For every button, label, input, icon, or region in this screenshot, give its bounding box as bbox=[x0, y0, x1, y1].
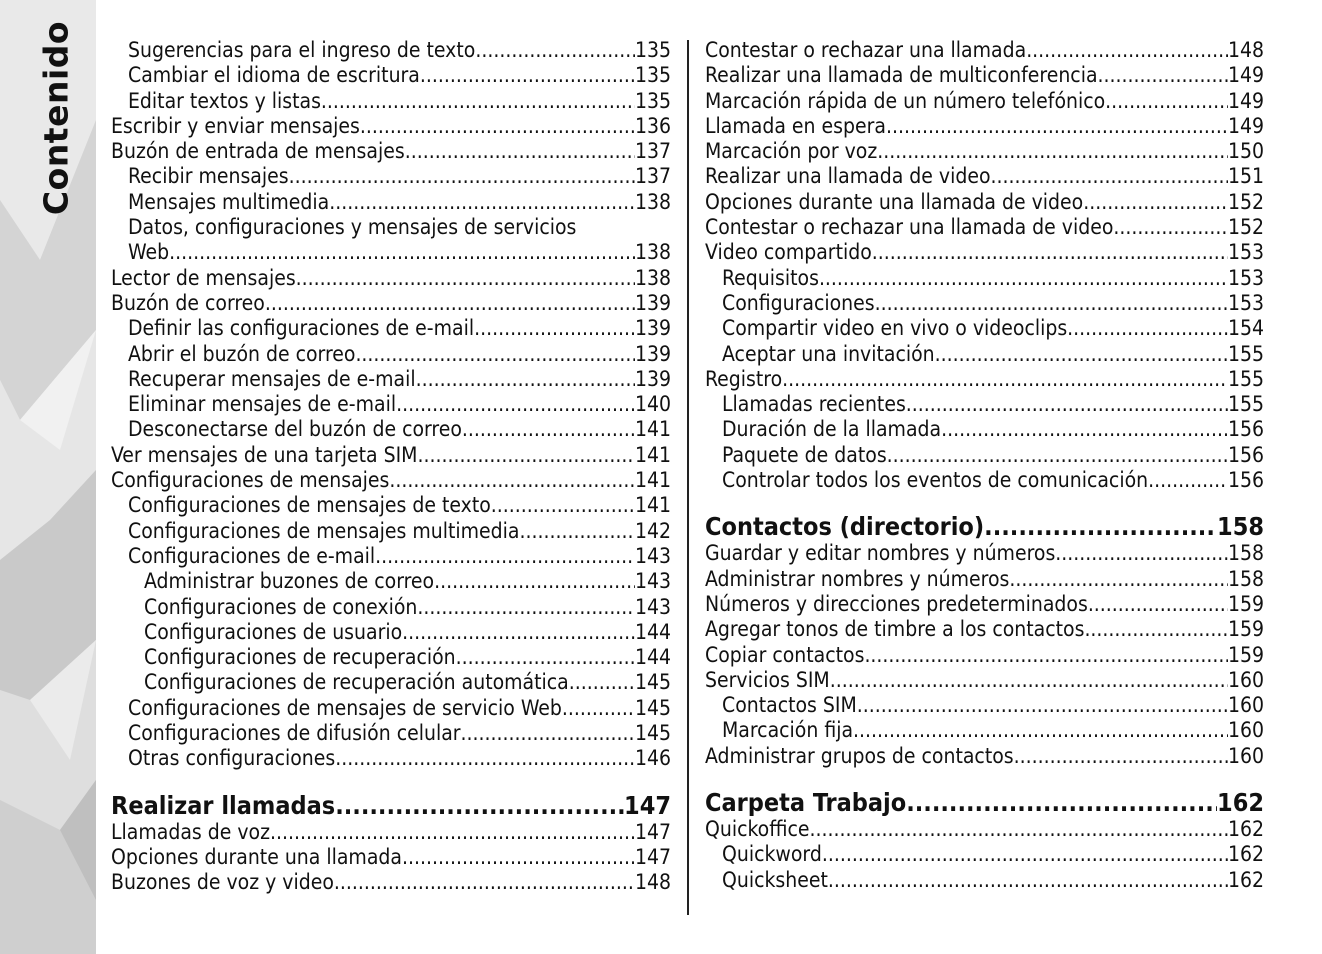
toc-dot-leader bbox=[782, 367, 1228, 392]
toc-entry[interactable] bbox=[705, 868, 1264, 893]
toc-entry-title: Configuraciones de mensajes multimedia bbox=[128, 518, 520, 543]
toc-dot-leader bbox=[520, 519, 635, 544]
toc-dot-leader bbox=[265, 291, 635, 316]
toc-entry-title: Buzones de voz y video bbox=[111, 870, 334, 895]
toc-entry-title: Recibir mensajes bbox=[128, 164, 289, 189]
toc-page-number: 159 bbox=[1227, 617, 1264, 642]
toc-dot-leader bbox=[456, 645, 635, 670]
toc-dot-leader bbox=[420, 63, 635, 88]
toc-page-number: 160 bbox=[1227, 718, 1264, 743]
toc-page-number: 155 bbox=[1227, 392, 1264, 417]
toc-page-number: 139 bbox=[634, 290, 671, 315]
toc-entry[interactable] bbox=[111, 569, 671, 594]
toc-page-number: 142 bbox=[634, 518, 671, 543]
toc-dot-leader bbox=[1067, 316, 1228, 341]
toc-dot-leader bbox=[334, 870, 635, 895]
toc-entry-title: Web bbox=[128, 240, 170, 265]
toc-dot-leader bbox=[1113, 215, 1228, 240]
toc-dot-leader bbox=[1084, 617, 1228, 642]
toc-page-number: 141 bbox=[634, 442, 671, 467]
toc-page-number: 154 bbox=[1227, 316, 1264, 341]
toc-entry[interactable] bbox=[111, 190, 671, 215]
toc-page-number: 156 bbox=[1227, 442, 1264, 467]
column-divider bbox=[687, 40, 689, 915]
toc-page-number: 156 bbox=[1227, 417, 1264, 442]
toc-page-number: 143 bbox=[634, 543, 671, 568]
toc-entry-title: Paquete de datos bbox=[722, 442, 887, 467]
toc-entry[interactable] bbox=[705, 817, 1264, 842]
toc-entry-title: Configuraciones de mensajes de servicio Web bbox=[128, 695, 562, 720]
toc-entry-title: Lector de mensajes bbox=[111, 265, 296, 290]
toc-dot-leader bbox=[941, 417, 1228, 442]
toc-entry-title: Configuraciones de e-mail bbox=[128, 543, 376, 568]
toc-entry[interactable] bbox=[111, 38, 671, 63]
toc-entry[interactable] bbox=[705, 392, 1264, 417]
toc-page-number: 159 bbox=[1227, 642, 1264, 667]
toc-page-number: 162 bbox=[1227, 817, 1264, 842]
toc-dot-leader bbox=[872, 240, 1228, 265]
toc-entry-title: Contestar o rechazar una llamada bbox=[705, 38, 1027, 62]
toc-page-number: 138 bbox=[634, 240, 671, 265]
toc-dot-leader bbox=[417, 595, 635, 620]
toc-dot-leader bbox=[819, 266, 1228, 291]
toc-left-column bbox=[111, 38, 671, 896]
toc-entry-title: Contactos (directorio) bbox=[705, 513, 985, 542]
toc-entry[interactable] bbox=[111, 820, 671, 845]
toc-entry-title: Compartir video en vivo o videoclips bbox=[722, 316, 1068, 341]
toc-entry-title: Configuraciones bbox=[722, 290, 875, 315]
toc-entry[interactable] bbox=[705, 668, 1264, 693]
toc-dot-leader bbox=[1098, 63, 1228, 88]
sidebar bbox=[0, 0, 96, 954]
toc-dot-leader bbox=[887, 443, 1228, 468]
toc-entry[interactable] bbox=[111, 342, 671, 367]
toc-entry[interactable] bbox=[111, 620, 671, 645]
toc-entry-title: Opciones durante una llamada bbox=[111, 844, 402, 869]
toc-dot-leader bbox=[329, 190, 635, 215]
toc-entry-title: Quicksheet bbox=[722, 867, 828, 892]
toc-entry[interactable] bbox=[705, 367, 1264, 392]
toc-entry-title: Buzón de entrada de mensajes bbox=[111, 139, 405, 164]
toc-entry-title: Copiar contactos bbox=[705, 642, 865, 667]
toc-entry[interactable] bbox=[705, 240, 1264, 265]
toc-page-number: 158 bbox=[1227, 541, 1264, 566]
toc-page-number: 140 bbox=[634, 392, 671, 417]
toc-entry-title: Desconectarse del buzón de correo bbox=[128, 417, 462, 442]
toc-page-number: 145 bbox=[634, 695, 671, 720]
toc-dot-leader bbox=[360, 114, 635, 139]
toc-entry-title: Configuraciones de conexión bbox=[144, 594, 418, 619]
toc-entry[interactable] bbox=[705, 541, 1264, 566]
toc-page-number: 141 bbox=[634, 417, 671, 442]
toc-entry-title: Opciones durante una llamada de video bbox=[705, 189, 1084, 214]
toc-entry[interactable] bbox=[111, 266, 671, 291]
toc-entry-title: Configuraciones de mensajes de texto bbox=[128, 493, 491, 518]
toc-entry[interactable] bbox=[705, 215, 1264, 240]
toc-dot-leader bbox=[355, 342, 635, 367]
toc-entry[interactable] bbox=[705, 842, 1264, 867]
toc-page-number: 145 bbox=[634, 721, 671, 746]
toc-entry[interactable] bbox=[111, 63, 671, 88]
toc-entry[interactable] bbox=[705, 617, 1264, 642]
toc-entry[interactable] bbox=[111, 316, 671, 341]
toc-page-number: 156 bbox=[1227, 468, 1264, 493]
toc-dot-leader bbox=[877, 139, 1228, 164]
toc-entry-title: Administrar buzones de correo bbox=[144, 569, 435, 594]
toc-entry-title: Llamada en espera bbox=[705, 113, 886, 138]
toc-entry[interactable] bbox=[111, 696, 671, 721]
toc-entry[interactable] bbox=[705, 592, 1264, 617]
toc-entry-title: Escribir y enviar mensajes bbox=[111, 113, 360, 138]
toc-entry[interactable] bbox=[111, 417, 671, 442]
toc-page-number: 153 bbox=[1227, 290, 1264, 315]
toc-entry-title: Video compartido bbox=[705, 240, 872, 265]
toc-entry[interactable] bbox=[705, 190, 1264, 215]
toc-dot-leader bbox=[822, 842, 1228, 867]
toc-page-number: 145 bbox=[634, 670, 671, 695]
toc-entry-title: Requisitos bbox=[722, 265, 819, 290]
toc-entry-title: Realizar una llamada de video bbox=[705, 164, 991, 189]
toc-page-number: 141 bbox=[634, 493, 671, 518]
toc-entry-title: Agregar tonos de timbre a los contactos bbox=[705, 617, 1085, 642]
toc-entry-title: Carpeta Trabajo bbox=[705, 789, 907, 818]
toc-page-number: 153 bbox=[1227, 240, 1264, 265]
toc-dot-leader bbox=[810, 817, 1228, 842]
toc-dot-leader bbox=[434, 569, 635, 594]
toc-dot-leader bbox=[491, 493, 635, 518]
toc-dot-leader bbox=[1026, 38, 1228, 63]
toc-dot-leader bbox=[857, 693, 1228, 718]
toc-dot-leader bbox=[906, 789, 1217, 817]
toc-entry-title: Configuraciones de recuperación bbox=[144, 645, 456, 670]
toc-entry-title: Marcación rápida de un número telefónico bbox=[705, 88, 1106, 113]
toc-dot-leader bbox=[396, 392, 635, 417]
toc-dot-leader bbox=[886, 114, 1228, 139]
toc-dot-leader bbox=[1014, 744, 1228, 769]
toc-page-number: 160 bbox=[1227, 667, 1264, 692]
toc-entry-title: Configuraciones de usuario bbox=[144, 619, 403, 644]
toc-entry[interactable] bbox=[705, 164, 1264, 189]
toc-dot-leader bbox=[417, 443, 634, 468]
toc-dot-leader bbox=[461, 721, 635, 746]
toc-entry[interactable] bbox=[111, 845, 671, 870]
toc-entry-title: Recuperar mensajes de e-mail bbox=[128, 366, 416, 391]
toc-entry[interactable] bbox=[111, 291, 671, 316]
toc-dot-leader bbox=[289, 164, 635, 189]
toc-page-number: 158 bbox=[1217, 513, 1264, 542]
toc-entry[interactable] bbox=[705, 417, 1264, 442]
toc-page-number: 150 bbox=[1227, 139, 1264, 164]
toc-page-number: 141 bbox=[634, 468, 671, 493]
toc-page-number: 135 bbox=[634, 63, 671, 88]
toc-entry-title: Aceptar una invitación bbox=[722, 341, 935, 366]
toc-entry[interactable] bbox=[111, 595, 671, 620]
toc-page-number: 152 bbox=[1227, 189, 1264, 214]
toc-dot-leader bbox=[935, 342, 1228, 367]
toc-page-number: 153 bbox=[1227, 265, 1264, 290]
toc-dot-leader bbox=[402, 845, 635, 870]
toc-entry[interactable] bbox=[111, 670, 671, 695]
toc-section-heading[interactable] bbox=[705, 789, 1264, 817]
toc-entry-title: Quickoffice bbox=[705, 817, 810, 842]
toc-page-number: 149 bbox=[1227, 88, 1264, 113]
toc-dot-leader bbox=[169, 240, 635, 265]
toc-page-number: 146 bbox=[634, 746, 671, 771]
toc-entry[interactable] bbox=[705, 468, 1264, 493]
toc-page-number: 139 bbox=[634, 341, 671, 366]
toc-entry-title: Configuraciones de mensajes bbox=[111, 468, 390, 493]
toc-entry[interactable] bbox=[111, 870, 671, 895]
toc-dot-leader bbox=[991, 164, 1228, 189]
toc-dot-leader bbox=[906, 392, 1228, 417]
toc-page-number: 135 bbox=[634, 88, 671, 113]
toc-entry-title: Configuraciones de difusión celular bbox=[128, 721, 461, 746]
toc-entry-title: Mensajes multimedia bbox=[128, 189, 330, 214]
toc-entry[interactable] bbox=[705, 89, 1264, 114]
toc-dot-leader bbox=[828, 868, 1228, 893]
toc-page-number: 148 bbox=[1227, 38, 1264, 62]
toc-dot-leader bbox=[416, 367, 635, 392]
toc-entry-title: Eliminar mensajes de e-mail bbox=[128, 392, 397, 417]
toc-dot-leader bbox=[270, 820, 635, 845]
toc-page-number: 162 bbox=[1217, 789, 1264, 818]
toc-entry[interactable] bbox=[111, 468, 671, 493]
toc-dot-leader bbox=[1055, 541, 1228, 566]
toc-page-number: 137 bbox=[634, 164, 671, 189]
toc-entry-title: Controlar todos los eventos de comunicación bbox=[722, 468, 1149, 493]
toc-entry[interactable] bbox=[111, 367, 671, 392]
toc-dot-leader bbox=[375, 544, 635, 569]
toc-entry-title: Marcación fija bbox=[722, 718, 854, 743]
toc-dot-leader bbox=[475, 38, 635, 63]
toc-entry[interactable] bbox=[705, 139, 1264, 164]
toc-page-number: 162 bbox=[1227, 842, 1264, 867]
toc-dot-leader bbox=[562, 696, 635, 721]
toc-dot-leader bbox=[875, 291, 1228, 316]
toc-page-number: 149 bbox=[1227, 113, 1264, 138]
toc-page-number: 138 bbox=[634, 189, 671, 214]
toc-page-number: 158 bbox=[1227, 566, 1264, 591]
toc-entry[interactable] bbox=[705, 718, 1264, 743]
toc-page-number: 160 bbox=[1227, 743, 1264, 768]
toc-page-number: 159 bbox=[1227, 591, 1264, 616]
toc-right-column bbox=[705, 38, 1264, 893]
toc-dot-leader bbox=[389, 468, 635, 493]
toc-dot-leader bbox=[853, 718, 1228, 743]
toc-entry-title-line: Datos, configuraciones y mensajes de servicios bbox=[128, 215, 577, 240]
toc-entry[interactable] bbox=[705, 63, 1264, 88]
toc-entry-title: Otras configuraciones bbox=[128, 746, 336, 771]
toc-page-number: 137 bbox=[634, 139, 671, 164]
toc-entry-title: Marcación por voz bbox=[705, 139, 878, 164]
toc-page-number: 149 bbox=[1227, 63, 1264, 88]
toc-dot-leader bbox=[335, 746, 635, 771]
toc-dot-leader bbox=[569, 670, 635, 695]
toc-dot-leader bbox=[405, 139, 635, 164]
toc-entry-title: Administrar grupos de contactos bbox=[705, 743, 1014, 768]
toc-entry[interactable] bbox=[705, 342, 1264, 367]
toc-entry[interactable] bbox=[111, 443, 671, 468]
toc-entry[interactable] bbox=[705, 114, 1264, 139]
toc-entry[interactable] bbox=[705, 693, 1264, 718]
toc-entry-title: Servicios SIM bbox=[705, 667, 830, 692]
toc-entry-title: Contactos SIM bbox=[722, 693, 857, 718]
toc-entry-title: Editar textos y listas bbox=[128, 88, 321, 113]
toc-entry-title: Ver mensajes de una tarjeta SIM bbox=[111, 442, 418, 467]
toc-entry-title: Números y direcciones predeterminados bbox=[705, 591, 1088, 616]
toc-entry[interactable] bbox=[705, 38, 1264, 63]
toc-entry-title: Llamadas de voz bbox=[111, 819, 271, 844]
toc-dot-leader bbox=[321, 89, 635, 114]
toc-entry[interactable] bbox=[111, 645, 671, 670]
toc-page-number: 143 bbox=[634, 569, 671, 594]
toc-entry[interactable] bbox=[705, 291, 1264, 316]
toc-entry[interactable] bbox=[111, 493, 671, 518]
toc-page-number: 162 bbox=[1227, 867, 1264, 892]
toc-dot-leader bbox=[335, 792, 624, 820]
toc-dot-leader bbox=[1088, 592, 1228, 617]
toc-entry-title: Guardar y editar nombres y números bbox=[705, 541, 1056, 566]
toc-entry-title: Cambiar el idioma de escritura bbox=[128, 63, 420, 88]
toc-entry-title: Duración de la llamada bbox=[722, 417, 942, 442]
toc-section-heading[interactable] bbox=[111, 792, 671, 820]
toc-dot-leader bbox=[984, 513, 1217, 541]
toc-page-number: 147 bbox=[624, 791, 671, 820]
sidebar-title: Contenido bbox=[36, 20, 76, 216]
toc-entry[interactable] bbox=[111, 164, 671, 189]
toc-dot-leader bbox=[296, 266, 635, 291]
toc-entry[interactable] bbox=[705, 316, 1264, 341]
toc-page-number: 155 bbox=[1227, 366, 1264, 391]
toc-entry-title: Configuraciones de recuperación automática bbox=[144, 670, 569, 695]
toc-entry[interactable] bbox=[111, 240, 671, 265]
toc-entry[interactable] bbox=[705, 744, 1264, 769]
toc-page-number: 138 bbox=[634, 265, 671, 290]
toc-entry-title: Llamadas recientes bbox=[722, 392, 906, 417]
toc-section-heading[interactable] bbox=[705, 513, 1264, 541]
toc-page-number: 151 bbox=[1227, 164, 1264, 189]
toc-dot-leader bbox=[1105, 89, 1228, 114]
toc-entry-title: Contestar o rechazar una llamada de video bbox=[705, 215, 1114, 240]
toc-entry[interactable] bbox=[111, 721, 671, 746]
toc-page-number: 147 bbox=[634, 844, 671, 869]
toc-dot-leader bbox=[1083, 190, 1228, 215]
toc-dot-leader bbox=[402, 620, 635, 645]
toc-page-number: 155 bbox=[1227, 341, 1264, 366]
toc-page-number: 144 bbox=[634, 645, 671, 670]
toc-entry[interactable] bbox=[111, 544, 671, 569]
toc-entry-title: Buzón de correo bbox=[111, 290, 265, 315]
toc-entry[interactable] bbox=[705, 567, 1264, 592]
toc-entry[interactable] bbox=[111, 139, 671, 164]
toc-entry[interactable] bbox=[111, 392, 671, 417]
toc-dot-leader bbox=[474, 316, 635, 341]
toc-page-number: 135 bbox=[634, 38, 671, 62]
toc-entry[interactable] bbox=[705, 643, 1264, 668]
toc-entry-title: Quickword bbox=[722, 842, 822, 867]
toc-entry[interactable] bbox=[111, 89, 671, 114]
toc-page-number: 147 bbox=[634, 819, 671, 844]
toc-entry-title: Sugerencias para el ingreso de texto bbox=[128, 38, 476, 62]
toc-dot-leader bbox=[830, 668, 1228, 693]
toc-dot-leader bbox=[462, 417, 635, 442]
toc-page-number: 136 bbox=[634, 113, 671, 138]
toc-dot-leader bbox=[864, 643, 1228, 668]
toc-entry[interactable] bbox=[705, 443, 1264, 468]
toc-entry[interactable] bbox=[705, 266, 1264, 291]
toc-dot-leader bbox=[1148, 468, 1228, 493]
toc-page-number: 148 bbox=[634, 870, 671, 895]
toc-page-number: 139 bbox=[634, 316, 671, 341]
toc-entry-title: Realizar una llamada de multiconferencia bbox=[705, 63, 1098, 88]
toc-entry-title: Abrir el buzón de correo bbox=[128, 341, 356, 366]
toc-entry-title: Registro bbox=[705, 366, 783, 391]
toc-entry-title: Realizar llamadas bbox=[111, 791, 336, 820]
toc-entry[interactable] bbox=[111, 746, 671, 771]
toc-page-number: 143 bbox=[634, 594, 671, 619]
toc-page-number: 152 bbox=[1227, 215, 1264, 240]
toc-page-number: 144 bbox=[634, 619, 671, 644]
toc-dot-leader bbox=[1009, 567, 1228, 592]
toc-entry-title: Definir las configuraciones de e-mail bbox=[128, 316, 475, 341]
toc-entry[interactable] bbox=[111, 519, 671, 544]
toc-entry[interactable] bbox=[111, 114, 671, 139]
toc-page-number: 160 bbox=[1227, 693, 1264, 718]
toc-page-number: 139 bbox=[634, 366, 671, 391]
toc-entry-title: Administrar nombres y números bbox=[705, 566, 1010, 591]
